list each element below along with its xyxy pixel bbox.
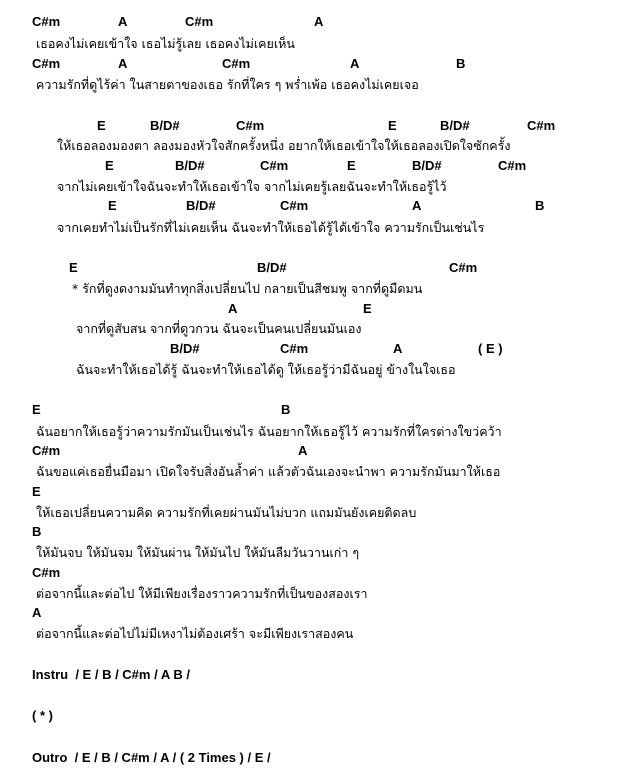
chord: B xyxy=(535,198,545,213)
lyric-line: ฉันจะทำให้เธอได้รู้ ฉันจะทำให้เธอได้ดู ให้เธอรู้ว่ามีฉันอยู่ ข้างในใจเธอ xyxy=(76,362,456,377)
chord: E xyxy=(105,158,114,173)
chord: A xyxy=(350,56,360,71)
chord: B xyxy=(281,402,291,417)
chord: ( E ) xyxy=(478,341,503,356)
chord: C#m xyxy=(280,341,309,356)
lyric-line: จากไม่เคยเข้าใจฉันจะทำให้เธอเข้าใจ จากไม่เคยรู้เลยฉันจะทำให้เธอรู้ไว้ xyxy=(57,179,447,194)
chord: C#m xyxy=(498,158,527,173)
chord: A xyxy=(118,14,128,29)
chord: B/D# xyxy=(150,118,180,133)
lyric-line: จากเคยทำไม่เป็นรักที่ไม่เคยเห็น ฉันจะทำให้เธอได้รู้ได้เข้าใจ ความรักเป็นเช่นไร xyxy=(57,220,485,235)
lyric-line: เธอคงไม่เคยเข้าใจ เธอไม่รู้เลย เธอคงไม่เคยเห็น xyxy=(36,36,295,51)
chord: E xyxy=(32,402,41,417)
chord: C#m xyxy=(32,14,61,29)
chord: A xyxy=(118,56,128,71)
chord: B/D# xyxy=(175,158,205,173)
chord: A xyxy=(412,198,422,213)
chord: E xyxy=(69,260,78,275)
chord: A xyxy=(314,14,324,29)
chord: B/D# xyxy=(257,260,287,275)
chord: C#m xyxy=(236,118,265,133)
chord: A xyxy=(298,443,308,458)
chord: E xyxy=(97,118,106,133)
chord: C#m xyxy=(32,565,61,580)
chord: C#m xyxy=(280,198,309,213)
chord: E xyxy=(108,198,117,213)
repeat-chorus-marker: ( * ) xyxy=(32,708,53,723)
chord: C#m xyxy=(185,14,214,29)
chord: B/D# xyxy=(412,158,442,173)
lyric-line: ฉันขอแค่เธอยื่นมือมา เปิดใจรับสิ่งอันล้ำค่า แล้วตัวฉันเองจะนำพา ความรักมันมาให้เธอ xyxy=(36,464,501,479)
lyric-line: * รักที่ดูงดงามมันทำทุกสิ่งเปลี่ยนไป กลายเป็นสีชมพู จากที่ดูมืดมน xyxy=(72,281,423,296)
chord: B xyxy=(456,56,466,71)
chord: A xyxy=(32,605,42,620)
chord: E xyxy=(363,301,372,316)
lyric-line: ฉันอยากให้เธอรู้ว่าความรักมันเป็นเช่นไร ฉันอยากให้เธอรู้ไว้ ความรักที่ใครต่างใขว่คว้า xyxy=(36,424,502,439)
lyric-line: ความรักที่ดูไร้ค่า ในสายตาของเธอ รักที่ใคร ๆ พร่ำเพ้อ เธอคงไม่เคยเจอ xyxy=(36,77,419,92)
chord: E xyxy=(347,158,356,173)
lyric-line: จากที่ดูสับสน จากที่ดูวกวน ฉันจะเป็นคนเปลี่ยนมันเอง xyxy=(76,321,362,336)
chord: B/D# xyxy=(186,198,216,213)
lyric-line: ให้มันจบ ให้มันจม ให้มันผ่าน ให้มันไป ให้มันลืมวันวานเก่า ๆ xyxy=(36,545,360,560)
lyric-line: ต่อจากนี้และต่อไปไม่มีเหงาไม่ต้องเศร้า จะมีเพียงเราสองคน xyxy=(36,626,354,641)
chord: C#m xyxy=(260,158,289,173)
chord: C#m xyxy=(32,56,61,71)
chord: E xyxy=(32,484,41,499)
chord: C#m xyxy=(32,443,61,458)
chord: A xyxy=(228,301,238,316)
lyric-line: ต่อจากนี้และต่อไป ให้มีเพียงเรื่องราวความรักที่เป็นของสองเรา xyxy=(36,586,368,601)
chord: B/D# xyxy=(440,118,470,133)
chord: E xyxy=(388,118,397,133)
chord: C#m xyxy=(222,56,251,71)
lyric-line: ให้เธอลองมองตา ลองมองหัวใจสักครั้งหนึ่ง อยากให้เธอเข้าใจให้เธอลองเปิดใจซักครั้ง xyxy=(57,138,511,153)
instrumental-line: Instru / E / B / C#m / A B / xyxy=(32,667,190,682)
chord: A xyxy=(393,341,403,356)
outro-line: Outro / E / B / C#m / A / ( 2 Times ) / E / xyxy=(32,750,271,765)
lyric-line: ให้เธอเปลี่ยนความคิด ความรักที่เคยผ่านมันไม่บวก แถมมันยังเคยติดลบ xyxy=(36,505,417,520)
chord: C#m xyxy=(527,118,556,133)
chord: B xyxy=(32,524,42,539)
chord: B/D# xyxy=(170,341,200,356)
chord: C#m xyxy=(449,260,478,275)
